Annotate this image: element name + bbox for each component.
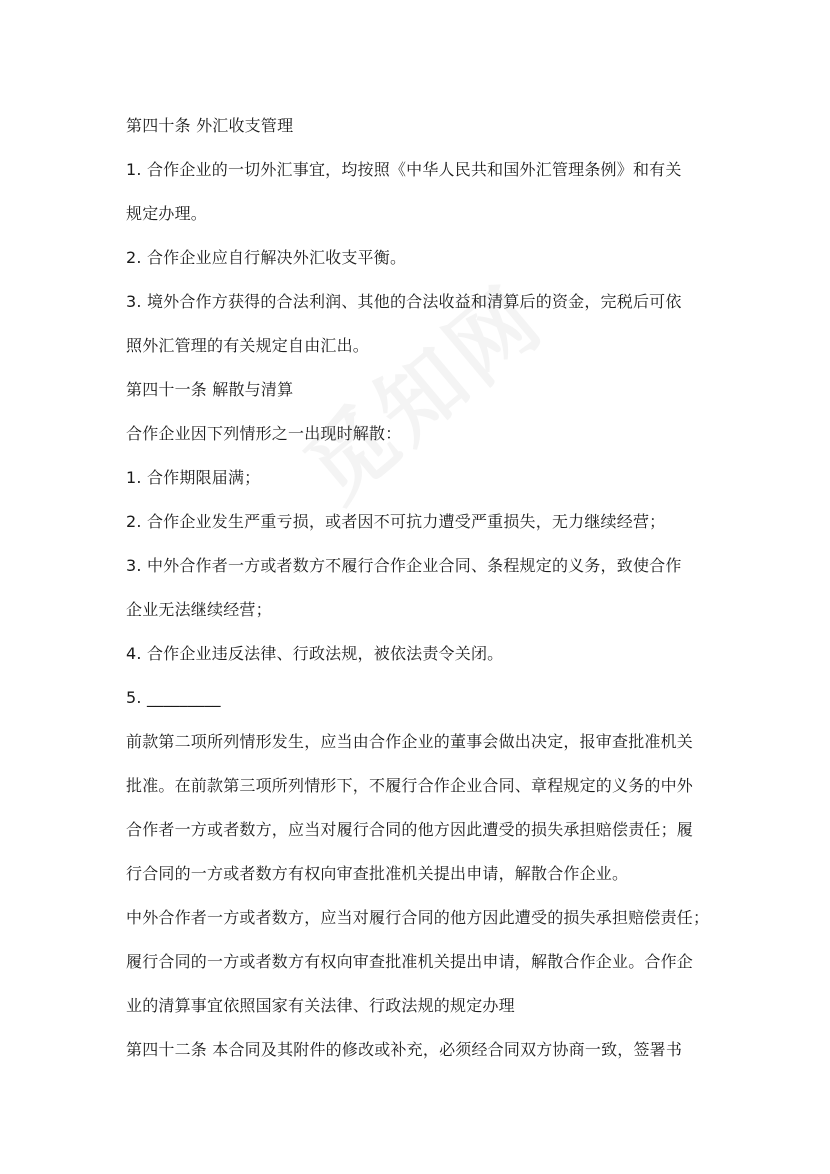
paragraph-line: 中外合作者一方或者数方，应当对履行合同的他方因此遭受的损失承担赔偿责任；	[126, 908, 710, 927]
paragraph-line: 照外汇管理的有关规定自由汇出。	[126, 336, 370, 355]
list-item: 企业无法继续经营；	[126, 600, 272, 619]
paragraph-line: 批准。在前款第三项所列情形下，不履行合作企业合同、章程规定的义务的中外	[126, 776, 694, 795]
list-item: 1. 合作期限届满；	[126, 468, 261, 487]
paragraph-line: 行合同的一方或者数方有权向审查批准机关提出申请，解散合作企业。	[126, 864, 629, 883]
article-42-heading: 第四十二条 本合同及其附件的修改或补充，必须经合同双方协商一致，签署书	[126, 1040, 683, 1059]
article-40-heading: 第四十条 外汇收支管理	[126, 116, 294, 135]
paragraph-line: 1. 合作企业的一切外汇事宜，均按照《中华人民共和国外汇管理条例》和有关	[126, 160, 682, 179]
paragraph-line: 3. 境外合作方获得的合法利润、其他的合法收益和清算后的资金，完税后可依	[126, 292, 682, 311]
paragraph-line: 合作者一方或者数方，应当对履行合同的他方因此遭受的损失承担赔偿责任；履	[126, 820, 694, 839]
paragraph-line: 规定办理。	[126, 204, 208, 223]
paragraph-line: 业的清算事宜依照国家有关法律、行政法规的规定办理	[126, 996, 515, 1015]
list-item: 4. 合作企业违反法律、行政法规，被依法责令关闭。	[126, 644, 504, 663]
list-item: 3. 中外合作者一方或者数方不履行合作企业合同、条程规定的义务，致使合作	[126, 556, 682, 575]
list-item: 2. 合作企业发生严重亏损，或者因不可抗力遭受严重损失，无力继续经营；	[126, 512, 666, 531]
paragraph-line: 履行合同的一方或者数方有权向审查批准机关提出申请，解散合作企业。合作企	[126, 952, 694, 971]
paragraph-line: 合作企业因下列情形之一出现时解散：	[126, 424, 402, 443]
paragraph-line: 2. 合作企业应自行解决外汇收支平衡。	[126, 248, 407, 267]
list-item-blank: 5. _________	[126, 688, 221, 707]
paragraph-line: 前款第二项所列情形发生，应当由合作企业的董事会做出决定，报审查批准机关	[126, 732, 694, 751]
article-41-heading: 第四十一条 解散与清算	[126, 380, 294, 399]
